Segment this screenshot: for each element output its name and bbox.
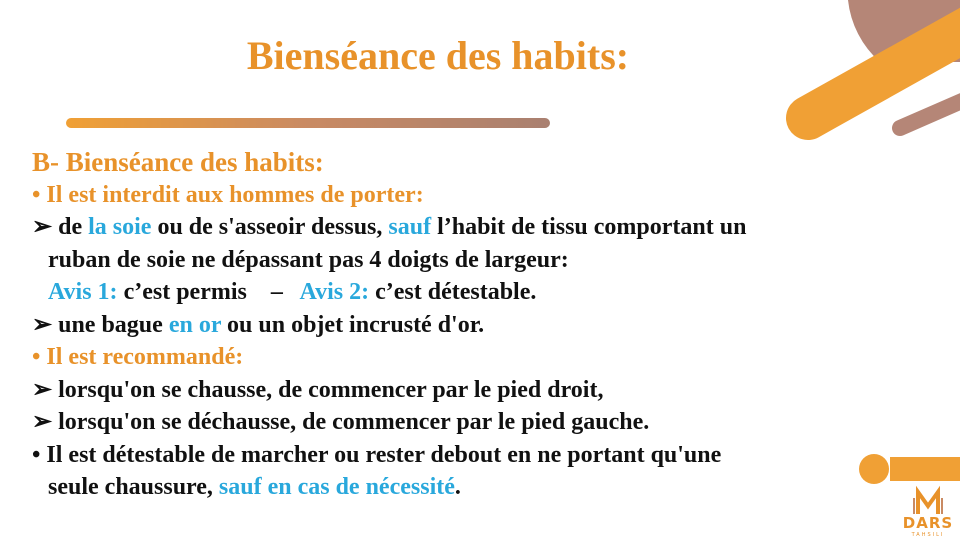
text-segment: Il est recommandé: bbox=[46, 344, 244, 370]
text-segment: c’est détestable. bbox=[369, 279, 537, 305]
text-segment: lorsqu'on se chausse, de commencer par le pied droit, bbox=[58, 376, 604, 403]
list-item bbox=[32, 406, 932, 439]
list-item bbox=[32, 276, 932, 309]
text-segment: lorsqu'on se déchausse, de commencer par le pied gauche. bbox=[58, 409, 650, 435]
text-segment: une bague bbox=[58, 311, 169, 338]
decorative-stripe-brown bbox=[900, 80, 960, 128]
bullet-dot-icon: • bbox=[32, 441, 47, 468]
text-segment: seule chaussure, bbox=[48, 474, 219, 500]
list-item bbox=[32, 179, 932, 212]
logo-emblem-icon bbox=[896, 484, 960, 518]
bullet-list bbox=[32, 179, 932, 504]
text-segment: Il est détestable de marcher ou rester debout en ne portant qu'une bbox=[46, 441, 722, 468]
text-segment: sauf bbox=[388, 214, 432, 240]
logo-word: DARS bbox=[902, 514, 954, 532]
text-segment: ou de s'asseoir dessus, bbox=[151, 214, 389, 240]
text-segment: ou un objet incrusté d'or. bbox=[221, 311, 485, 338]
arrow-bullet-icon: ➢ bbox=[32, 376, 59, 403]
list-item bbox=[32, 439, 932, 472]
section-heading: B- Bienséance des habits: bbox=[32, 147, 324, 177]
text-segment: en or bbox=[168, 311, 222, 338]
list-item bbox=[32, 309, 932, 342]
list-item bbox=[32, 244, 932, 277]
slide-body bbox=[32, 146, 932, 504]
list-item bbox=[32, 471, 932, 504]
text-segment: ruban de soie ne dépassant pas 4 doigts de largeur: bbox=[48, 246, 569, 273]
bullet-dot-icon: • bbox=[32, 181, 47, 208]
text-segment: la soie bbox=[88, 214, 152, 240]
text-segment: l’habit de tissu comportant un bbox=[431, 214, 747, 240]
text-segment: Il est interdit aux hommes de porter: bbox=[46, 181, 424, 208]
bullet-dot-icon: • bbox=[32, 344, 47, 370]
text-segment: de bbox=[58, 214, 89, 240]
text-segment: . bbox=[454, 474, 461, 500]
arrow-bullet-icon: ➢ bbox=[32, 214, 59, 240]
list-item bbox=[32, 341, 932, 374]
list-item bbox=[32, 374, 932, 407]
arrow-bullet-icon: ➢ bbox=[32, 409, 59, 435]
arrow-bullet-icon: ➢ bbox=[32, 311, 59, 338]
slide-title: Bienséance des habits: bbox=[246, 33, 630, 78]
title-underline bbox=[66, 118, 550, 128]
text-segment: Avis 1: bbox=[48, 279, 118, 305]
logo-subtitle: TAHSILI bbox=[911, 532, 945, 538]
text-segment: sauf en cas de nécessité bbox=[218, 474, 455, 500]
list-item bbox=[32, 211, 932, 244]
text-segment: Avis 2: bbox=[299, 279, 370, 305]
dars-logo bbox=[896, 484, 960, 540]
text-segment: c’est permis – bbox=[117, 279, 300, 305]
